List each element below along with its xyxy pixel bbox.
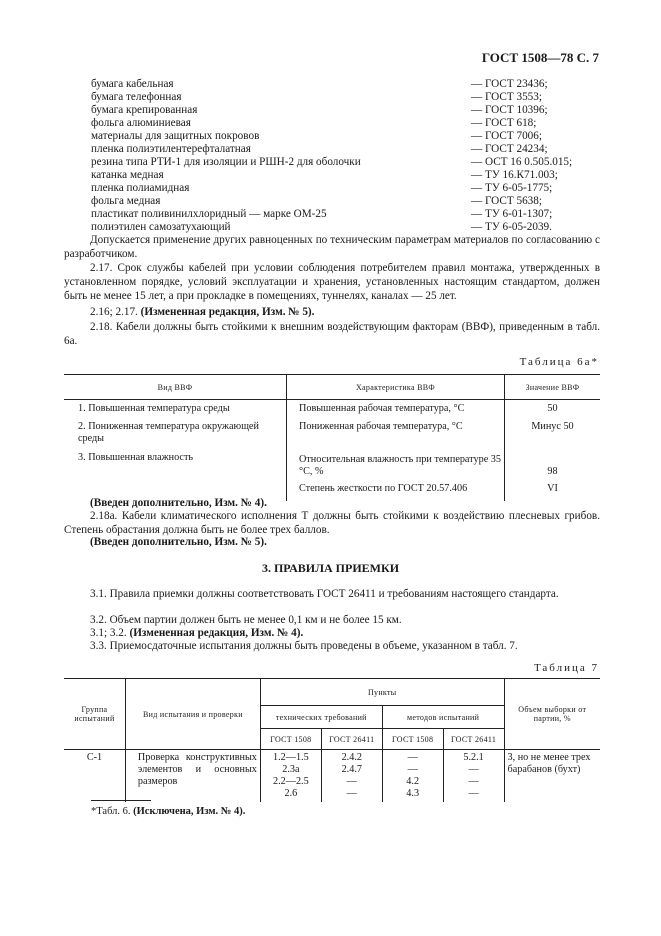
table-row: 2.6 — 4.3 — — [64, 788, 600, 802]
paragraph-2-17: 2.17. Срок службы кабелей при условии соблюдения потребителем правил монтажа, утвержденных в установленном порядке, условий эксплуатации и хранения, установленных настоящим стандартом, должен быть не менее 15 лет, а при прокладке в помещениях, туннелях, каналах — 25 лет. — [64, 262, 600, 303]
material-standard: — ОСТ 16 0.505.015; — [471, 156, 573, 168]
footnote: *Табл. 6. (Исключена, Изм. № 4). — [91, 806, 246, 817]
material-standard: — ТУ 6-05-2039. — [471, 221, 552, 233]
list-item — [91, 208, 601, 221]
paragraph-2-16-amend: 2.16; 2.17. (Измененная редакция, Изм. № 5). — [90, 306, 315, 318]
material-name: бумага кабельная — [91, 78, 174, 90]
list-item — [91, 130, 601, 143]
list-item — [91, 156, 601, 169]
material-name: полиэтилен самозатухающий — [91, 221, 231, 233]
table7-header: ГОСТ 1508 — [260, 729, 321, 750]
footnote-divider — [91, 800, 151, 801]
paragraph-3-1-amend: 3.1; 3.2. (Измененная редакция, Изм. № 4). — [90, 627, 304, 639]
list-item — [91, 169, 601, 182]
material-name: материалы для защитных покровов — [91, 130, 260, 142]
table7-header: методов испытаний — [382, 706, 504, 729]
list-item — [91, 195, 601, 208]
table7-header: ГОСТ 26411 — [321, 729, 382, 750]
list-item — [91, 78, 601, 91]
list-item — [91, 104, 601, 117]
material-name: бумага крепированная — [91, 104, 198, 116]
materials-list — [91, 78, 601, 234]
paragraph-2-18: 2.18. Кабели должны быть стойкими к внешним воздействующим факторам (ВВФ), приведенным в табл. 6а. — [64, 321, 600, 348]
material-standard: — ГОСТ 7006; — [471, 130, 542, 142]
material-name: пленка полиамидная — [91, 182, 190, 194]
table7-header: ГОСТ 1508 — [382, 729, 443, 750]
table6a-caption: Таблица 6а* — [519, 356, 599, 368]
material-name: бумага телефонная — [91, 91, 182, 103]
material-name: катанка медная — [91, 169, 164, 181]
material-name: фольга медная — [91, 195, 161, 207]
material-standard: — ГОСТ 3553; — [471, 91, 542, 103]
table7-header: Вид испытания и проверки — [125, 679, 260, 750]
table-row: С-1 Проверка конструктивных элементов и основных размеров 1.2—1.5 2.4.2 — 5.2.1 3, но не менее трех барабанов (бухт) — [64, 750, 600, 765]
table-7 — [64, 678, 600, 802]
table7-header: Пункты — [260, 679, 504, 706]
section-title: 3. ПРАВИЛА ПРИЕМКИ — [261, 561, 400, 575]
material-standard: — ГОСТ 23436; — [471, 78, 548, 90]
material-standard: — ТУ 6-01-1307; — [471, 208, 553, 220]
material-standard: — ТУ 6-05-1775; — [471, 182, 553, 194]
list-item — [91, 143, 601, 156]
table7-header: Объем выборки от партии, % — [504, 679, 600, 750]
material-name: пластикат поливинилхлоридный — марке ОМ-25 — [91, 208, 327, 220]
paragraph-3-2: 3.2. Объем партии должен быть не менее 0,1 км и не более 15 км. — [90, 614, 402, 626]
paragraph-3-1: 3.1. Правила приемки должны соответствовать ГОСТ 26411 и требованиям настоящего стандарта. — [90, 588, 559, 600]
paragraph-added-4: (Введен дополнительно, Изм. № 4). — [90, 497, 267, 509]
material-name: резина типа РТИ-1 для изоляции и РШН-2 для оболочки — [91, 156, 361, 168]
table6a-header: Вид ВВФ — [64, 375, 287, 400]
list-item — [91, 91, 601, 104]
list-item — [91, 117, 601, 130]
paragraph-allowed: Допускается применение других равноценных по техническим параметрам материалов по согласованию с разработчиком. — [64, 234, 600, 261]
table-row: 2. Пониженная температура окружающей среды Пониженная рабочая температура, °С Минус 50 — [64, 417, 600, 447]
table7-header: Группа испытаний — [64, 679, 125, 750]
material-standard: — ГОСТ 24234; — [471, 143, 548, 155]
table7-header: технических требований — [260, 706, 382, 729]
material-standard: — ГОСТ 618; — [471, 117, 537, 129]
table6a-header: Значение ВВФ — [505, 375, 601, 400]
paragraph-2-18a: 2.18а. Кабели климатического исполнения Т должны быть стойкими к воздействию плесневых грибов. Степень обрастания должна быть не более трех баллов. — [64, 510, 600, 537]
material-standard: — ГОСТ 10396; — [471, 104, 548, 116]
table-row: Степень жесткости по ГОСТ 20.57.406 VI — [64, 480, 600, 502]
paragraph-3-3: 3.3. Приемосдаточные испытания должны быть проведены в объеме, указанном в табл. 7. — [90, 640, 518, 652]
table-row: 2.3а 2.4.7 — — — [64, 764, 600, 776]
material-name: фольга алюминиевая — [91, 117, 191, 129]
table-row: 1. Повышенная температура среды Повышенная рабочая температура, °С 50 — [64, 400, 600, 417]
material-name: пленка полиэтилентерефталатная — [91, 143, 251, 155]
table-row: 2.2—2.5 — 4.2 — — [64, 776, 600, 788]
paragraph-added-5: (Введен дополнительно, Изм. № 5). — [90, 536, 267, 548]
material-standard: — ГОСТ 5638; — [471, 195, 542, 207]
table-row: 3. Повышенная влажность Относительная влажность при температуре 35 °С, % 98 — [64, 447, 600, 480]
table6a-header: Характеристика ВВФ — [287, 375, 505, 400]
material-standard: — ТУ 16.К71.003; — [471, 169, 558, 181]
table7-caption: Таблица 7 — [533, 662, 599, 674]
table-6a — [64, 374, 600, 501]
list-item — [91, 182, 601, 195]
page-header: ГОСТ 1508—78 С. 7 — [481, 50, 599, 65]
table7-header: ГОСТ 26411 — [443, 729, 504, 750]
